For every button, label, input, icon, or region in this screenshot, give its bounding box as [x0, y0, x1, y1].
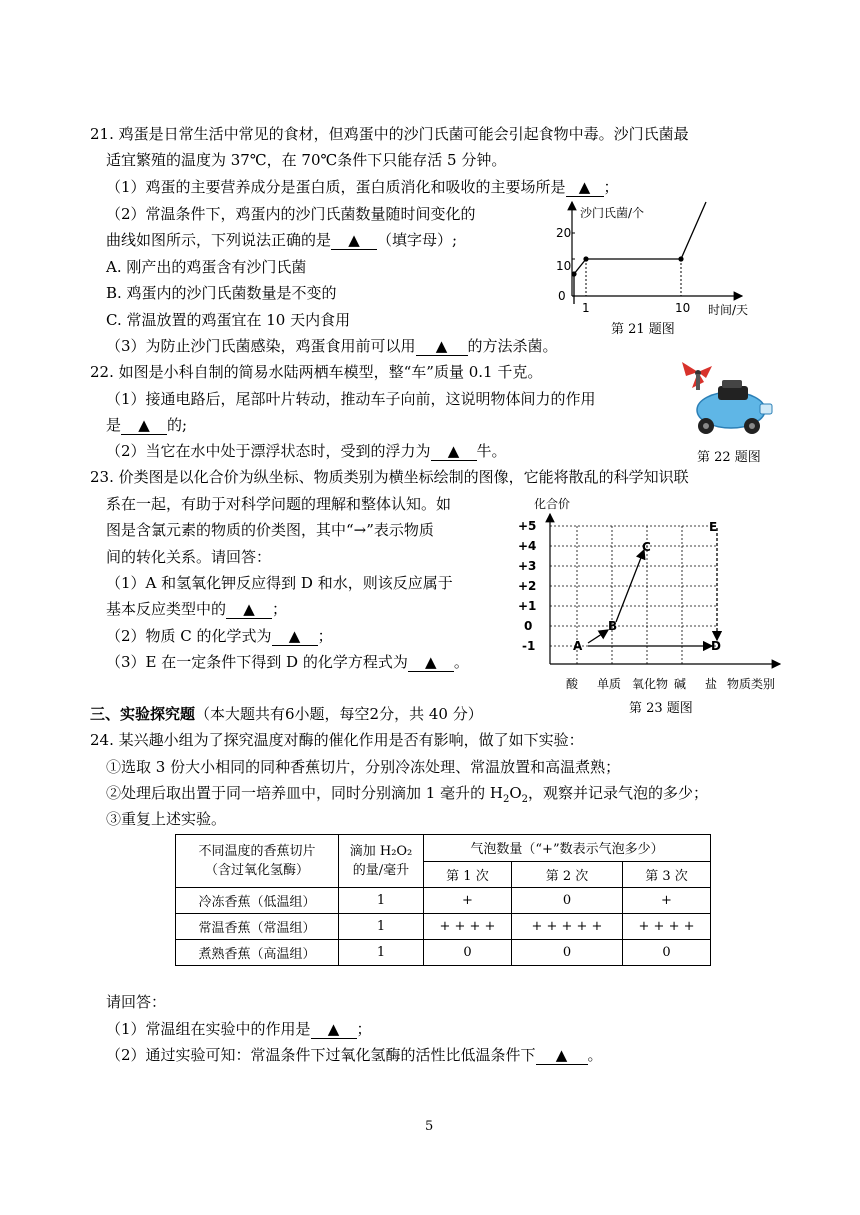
q24-ask: 请回答：: [106, 993, 167, 1011]
q23-stem-line3: 图是含氯元素的物质的价类图，其中“→”表示物质: [106, 521, 434, 539]
y-tick-0: 0: [558, 289, 566, 303]
q21-part2-line2: [106, 230, 457, 250]
category-tick: 酸: [566, 677, 579, 691]
q22-stem: 22. 如图是小科自制的简易水陆两栖车模型，整“车”质量 0.1 千克。: [90, 363, 543, 381]
q21-part3-end: 的方法杀菌。: [467, 337, 558, 355]
q23-part2-end: ；: [317, 627, 333, 645]
q22-part1-line1: （1）接通电路后，尾部叶片转动，推动车子向前，这说明物体间力的作用: [106, 390, 596, 408]
q24-step1: ①选取 3 份大小相同的同种香蕉切片，分别冷冻处理、常温放置和高温煮熟；: [106, 758, 621, 776]
header-trial: 第 2 次: [511, 861, 622, 888]
q24-step3: ③重复上述实验。: [106, 810, 227, 828]
q21-part1-text: （1）鸡蛋的主要营养成分是蛋白质，蛋白质消化和吸收的主要场所是: [106, 178, 566, 196]
section3-title: 三、实验探究题: [90, 705, 196, 723]
q23-part2-text: （2）物质 C 的化学式为: [106, 627, 272, 645]
x-axis-label: 时间/天: [708, 303, 749, 317]
answer-blank[interactable]: ▲: [272, 627, 318, 646]
point-a-label: A: [573, 639, 583, 653]
valence-tick: +5: [518, 519, 537, 533]
q23-part1-text: 基本反应类型中的: [106, 600, 227, 618]
q22-part1-line2: [106, 415, 187, 435]
category-tick: 氧化物: [632, 677, 669, 691]
q21-part2-hint: （填字母）;: [377, 231, 458, 249]
q24-step2-formula: O: [509, 784, 522, 802]
table-cell: 0: [511, 940, 622, 966]
table-cell: 常温香蕉（常温组）: [176, 914, 339, 940]
answer-blank[interactable]: ▲: [431, 442, 477, 461]
q24-stem: 24. 某兴趣小组为了探究温度对酶的催化作用是否有影响，做了如下实验：: [90, 731, 584, 749]
q24-step2-end: ，观察并记录气泡的多少；: [528, 784, 709, 802]
answer-blank[interactable]: ▲: [121, 416, 167, 435]
table-row: [176, 914, 711, 940]
q23-part3-end: 。: [453, 653, 469, 671]
table-cell: 冷冻香蕉（低温组）: [176, 888, 339, 914]
section3-note: （本大题共有6小题，每空2分，共 40 分）: [195, 705, 483, 723]
header-trial: 第 3 次: [623, 861, 711, 888]
q23-part1-line1: （1）A 和氢氧化钾反应得到 D 和水，则该反应属于: [106, 574, 453, 592]
y-axis-label: 沙门氏菌/个: [580, 206, 645, 220]
valence-tick: +1: [518, 599, 537, 613]
q24-step2: [106, 783, 708, 810]
subscript: 2: [502, 794, 510, 805]
q21-part3: [106, 336, 558, 356]
q23-part1-line2: [106, 599, 287, 619]
answer-blank[interactable]: ▲: [226, 600, 272, 619]
y-tick-10: 10: [556, 259, 572, 273]
q23-stem-line2: 系在一起，有助于对科学问题的理解和整体认知。如: [106, 495, 452, 513]
q22-part1-text: 是: [106, 416, 122, 434]
q22-part2-end: 牛。: [476, 442, 507, 460]
q21-option-c: C. 常温放置的鸡蛋宜在 10 天内食用: [106, 311, 351, 329]
table-cell: 煮熟香蕉（高温组）: [176, 940, 339, 966]
q23-part3-text: （3）E 在一定条件下得到 D 的化学方程式为: [106, 653, 408, 671]
answer-blank[interactable]: ▲: [311, 1020, 357, 1039]
q24-part1-text: （1）常温组在实验中的作用是: [106, 1020, 311, 1038]
answer-blank[interactable]: ▲: [416, 337, 468, 356]
q21-option-a: A. 刚产出的鸡蛋含有沙门氏菌: [106, 258, 307, 276]
answer-blank[interactable]: ▲: [566, 178, 604, 197]
valence-tick: +4: [518, 539, 537, 553]
header-samples: [176, 835, 339, 888]
q21-part1: [106, 177, 619, 197]
q23-figure-caption: 第 23 题图: [629, 701, 693, 716]
q23-part1-end: ；: [272, 600, 288, 618]
table-cell: + + + + +: [511, 914, 622, 940]
q24-part1: [106, 1019, 372, 1039]
table-cell: 0: [511, 888, 622, 914]
q24-part2-text: （2）通过实验可知：常温条件下过氧化氢酶的活性比低温条件下: [106, 1046, 536, 1064]
q21-part3-text: （3）为防止沙门氏菌感染，鸡蛋食用前可以用: [106, 337, 416, 355]
x-tick-1: 1: [582, 301, 590, 315]
q24-step2-text: ②处理后取出置于同一培养皿中，同时分别滴加 1 毫升的 H: [106, 784, 503, 802]
answer-blank[interactable]: ▲: [331, 231, 377, 250]
point-e-label: E: [709, 520, 718, 534]
category-tick: 单质: [597, 677, 622, 691]
x-tick-10: 10: [675, 301, 691, 315]
valence-tick: -1: [522, 639, 536, 653]
point-day10: [678, 256, 683, 261]
q22-amphibious-car-image: [676, 358, 776, 443]
q23-part3: [106, 652, 469, 672]
header-bubbles: 气泡数量（“+”数表示气泡多少）: [424, 835, 711, 862]
y-axis-label: 化合价: [534, 497, 571, 511]
q21-part2-text: 曲线如图所示，下列说法正确的是: [106, 231, 332, 249]
point-start: [571, 271, 576, 276]
q23-stem-line4: 间的转化关系。请回答：: [106, 548, 272, 566]
section3-heading: [90, 704, 483, 724]
q22-part2-text: （2）当它在水中处于漂浮状态时，受到的浮力为: [106, 442, 431, 460]
q21-part2-line1: （2）常温条件下，鸡蛋内的沙门氏菌数量随时间变化的: [106, 205, 476, 223]
q21-part1-end: ；: [603, 178, 619, 196]
table-header-row: [176, 835, 711, 862]
point-b-label: B: [608, 619, 618, 633]
header-text: 的量/毫升: [352, 863, 410, 878]
table-row: [176, 940, 711, 966]
point-day1: [583, 256, 588, 261]
header-text: 滴加 H₂O₂: [349, 844, 413, 859]
q24-results-table: [175, 834, 711, 966]
table-cell: +: [623, 888, 711, 914]
answer-blank[interactable]: ▲: [536, 1046, 588, 1065]
q21-option-b: B. 鸡蛋内的沙门氏菌数量是不变的: [106, 284, 337, 302]
q21-figure-caption: 第 21 题图: [611, 322, 675, 337]
q21-stem-line1: 21. 鸡蛋是日常生活中常见的食材，但鸡蛋中的沙门氏菌可能会引起食物中毒。沙门氏菌最: [90, 125, 689, 143]
category-tick: 盐: [705, 677, 718, 691]
q23-valence-category-diagram: [512, 494, 812, 694]
q24-part1-end: ；: [356, 1020, 372, 1038]
q22-figure-caption: 第 22 题图: [697, 450, 761, 465]
answer-blank[interactable]: ▲: [408, 653, 454, 672]
header-text: （含过氧化氢酶）: [204, 863, 309, 878]
valence-tick: 0: [524, 619, 533, 633]
table-cell: + + + +: [424, 914, 512, 940]
q24-part2: [106, 1045, 603, 1065]
table-cell: + + + +: [623, 914, 711, 940]
table-cell: 1: [339, 888, 424, 914]
header-amount: [339, 835, 424, 888]
q21-stem-line2: 适宜繁殖的温度为 37℃，在 70℃条件下只能存活 5 分钟。: [106, 151, 507, 169]
header-text: 不同温度的香蕉切片: [198, 844, 316, 859]
q23-stem-line1: 23. 价类图是以化合价为纵坐标、物质类别为横坐标绘制的图像，它能将散乱的科学知识联: [90, 468, 689, 486]
page-number: 5: [425, 1119, 434, 1134]
valence-tick: +3: [518, 559, 537, 573]
point-c-label: C: [642, 540, 651, 554]
table-cell: 0: [424, 940, 512, 966]
table-cell: 0: [623, 940, 711, 966]
q23-part2: [106, 626, 333, 646]
q24-part2-end: 。: [587, 1046, 603, 1064]
table-row: [176, 888, 711, 914]
x-axis-label: 物质类别: [727, 677, 776, 691]
table-cell: 1: [339, 940, 424, 966]
arrow-a-to-b: [588, 630, 608, 643]
valence-tick: +2: [518, 579, 537, 593]
y-tick-20: 20: [556, 226, 572, 240]
category-tick: 碱: [674, 677, 687, 691]
q22-part2: [106, 441, 507, 461]
subscript: 2: [521, 794, 528, 805]
table-cell: 1: [339, 914, 424, 940]
point-d-label: D: [711, 639, 721, 653]
header-trial: 第 1 次: [424, 861, 512, 888]
q21-salmonella-graph: [552, 196, 767, 336]
q22-part1-end: 的;: [167, 416, 188, 434]
table-cell: +: [424, 888, 512, 914]
